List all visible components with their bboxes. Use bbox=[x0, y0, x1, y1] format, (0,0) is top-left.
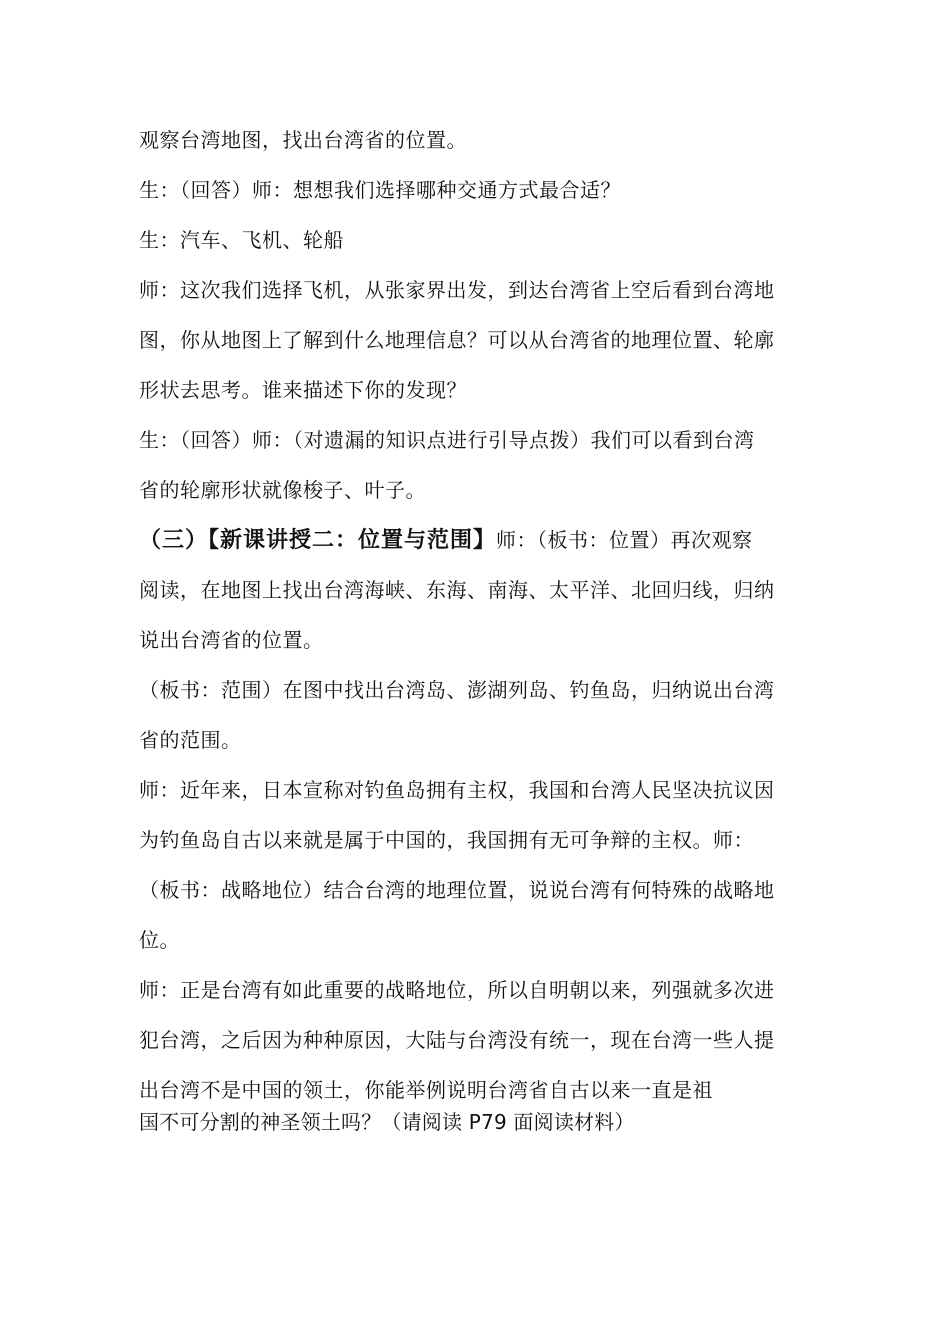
paragraph-line: 生：汽车、飞机、轮船 bbox=[139, 228, 344, 252]
paragraph-line: 犯台湾，之后因为种种原因，大陆与台湾没有统一，现在台湾一些人提 bbox=[139, 1028, 775, 1052]
paragraph-line: 说出台湾省的位置。 bbox=[139, 628, 324, 652]
paragraph-line: 省的范围。 bbox=[139, 728, 242, 752]
section-heading bbox=[139, 526, 819, 555]
paragraph-line: 生：（回答）师：（对遗漏的知识点进行引导点拨）我们可以看到台湾 bbox=[139, 428, 755, 452]
paragraph-line: 师：这次我们选择飞机，从张家界出发，到达台湾省上空后看到台湾地 bbox=[139, 278, 775, 302]
paragraph-line: （板书：战略地位）结合台湾的地理位置，说说台湾有何特殊的战略地 bbox=[139, 878, 775, 902]
paragraph-line: 阅读，在地图上找出台湾海峡、东海、南海、太平洋、北回归线，归纳 bbox=[139, 578, 775, 602]
paragraph-line: 为钓鱼岛自古以来就是属于中国的，我国拥有无可争辩的主权。师： bbox=[139, 828, 754, 852]
section-heading-title: （三）【新课讲授二：位置与范围】 bbox=[139, 528, 497, 553]
paragraph-line: 国不可分割的神圣领土吗？（请阅读 P79 面阅读材料） bbox=[139, 1110, 635, 1134]
section-heading-text: 师：（板书：位置）再次观察 bbox=[496, 528, 753, 552]
paragraph-line: 生：（回答）师：想想我们选择哪种交通方式最合适？ bbox=[139, 178, 621, 202]
paragraph-line: 形状去思考。谁来描述下你的发现？ bbox=[139, 378, 467, 402]
paragraph-line: 师：正是台湾有如此重要的战略地位，所以自明朝以来，列强就多次进 bbox=[139, 978, 775, 1002]
paragraph-line: 师：近年来，日本宣称对钓鱼岛拥有主权，我国和台湾人民坚决抗议因 bbox=[139, 778, 775, 802]
paragraph-line: 位。 bbox=[139, 928, 180, 952]
paragraph-line: 图，你从地图上了解到什么地理信息？可以从台湾省的地理位置、轮廓 bbox=[139, 328, 775, 352]
paragraph-line: 省的轮廓形状就像梭子、叶子。 bbox=[139, 478, 426, 502]
paragraph-line: 出台湾不是中国的领土，你能举例说明台湾省自古以来一直是祖 bbox=[139, 1078, 713, 1102]
paragraph-line: 观察台湾地图，找出台湾省的位置。 bbox=[139, 128, 467, 152]
paragraph-line: （板书：范围）在图中找出台湾岛、澎湖列岛、钓鱼岛，归纳说出台湾 bbox=[139, 678, 775, 702]
